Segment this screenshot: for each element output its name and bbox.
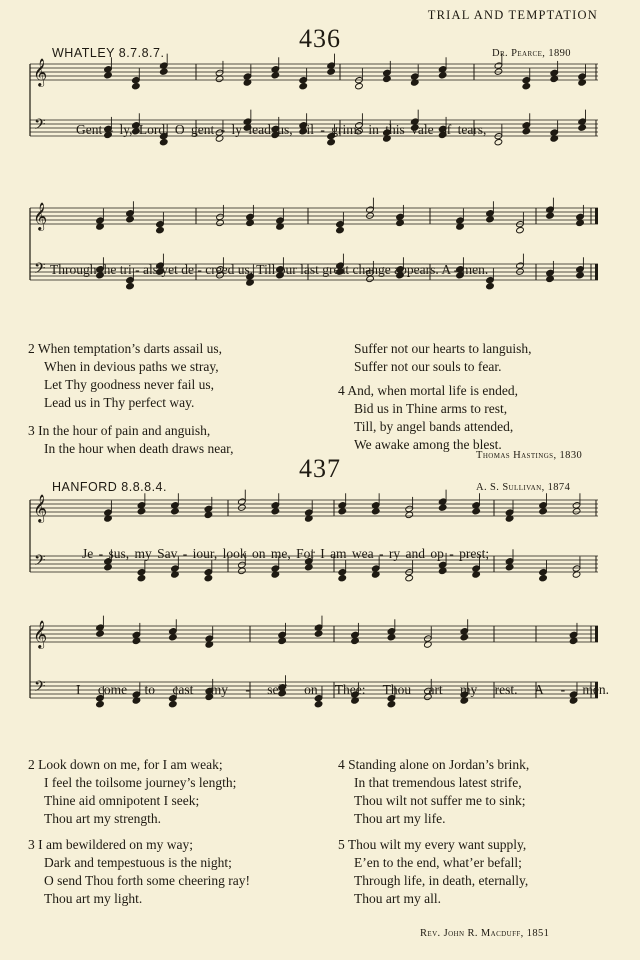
treble-note-head [126,216,135,223]
composer-credit: A. S. Sullivan, 1874 [476,482,571,493]
verse-line: Thine aid omnipotent I seek; [44,793,200,808]
verse-line: Suffer not our souls to fear. [354,359,502,374]
treble-note-head [104,72,113,79]
lyric-line: Je - sus, my Sav - iour, look on me, For I am wea - ry and op - prest; [82,546,490,561]
author-credit: Rev. John R. Macduff, 1851 [420,928,550,939]
treble-note-head [336,227,345,234]
verse-line: Bid us in Thine arms to rest, [354,401,508,416]
verse-line: Dark and tempestuous is the night; [44,855,232,870]
verse-line: Lead us in Thy perfect way. [44,395,195,410]
verse-line: 2 When temptation’s darts assail us, [28,341,222,356]
treble-note-head [546,212,555,219]
treble-note-head [472,508,481,515]
treble-note-head [314,630,323,637]
verse-column-right [338,340,531,454]
hymn-number: 436 [299,24,341,53]
section-title: TRIAL AND TEMPTATION [427,8,598,22]
treble-note-head [438,72,447,79]
verse-line: Thou art my all. [354,891,441,906]
verse-line: We awake among the blest. [354,437,502,452]
treble-note-head [327,68,336,75]
treble-note-head [387,634,396,641]
treble-note-head [299,83,308,90]
verse-line: 3 In the hour of pain and anguish, [28,423,211,438]
verse-line: In that tremendous latest strife, [354,775,522,790]
treble-note-head [371,508,380,515]
bass-note-head [160,139,169,146]
bass-note-head [405,575,414,582]
verse-line: In the hour when death draws near, [44,441,234,456]
hymn-number: 437 [299,454,341,483]
bass-note-head [305,564,314,571]
final-barline [595,264,598,280]
bass-note-head [169,701,178,708]
bass-note-head [314,701,323,708]
bass-note-head [578,124,587,131]
verse-line: When in devious paths we stray, [44,359,219,374]
verse-line: E’en to the end, what’er befall; [354,855,522,870]
treble-note-head [516,227,525,234]
bass-note-head [387,701,396,708]
final-barline [595,626,598,642]
verse-line: O send Thou forth some cheering ray! [44,873,250,888]
treble-note-head [132,83,141,90]
grand-staff-system [0,494,640,578]
verse-line: 3 I am bewildered on my way; [28,837,193,852]
bass-note-head [327,139,336,146]
treble-note-head [338,508,347,515]
treble-note-head [522,83,531,90]
verse-line: Thou art my light. [44,891,143,906]
verse-line: 2 Look down on me, for I am weak; [28,757,223,772]
verse-line: 4 Standing alone on Jordan’s brink, [338,757,530,772]
treble-note-head [572,508,581,515]
bass-note-head [505,564,514,571]
treble-clef-icon: 𝄞 [33,494,48,522]
bass-note-head [539,575,548,582]
bass-clef-icon: 𝄢 [34,116,46,137]
lyric-line: Through the tri - als yet de - creed us, Till our last great change appears. A - men. [50,262,489,277]
verse-line: I feel the toilsome journey’s length; [44,775,237,790]
treble-note-head [539,508,548,515]
treble-note-head [171,508,180,515]
treble-note-head [438,504,447,511]
treble-note-head [271,72,280,79]
verse-line: Thou art my life. [354,811,446,826]
verse-line: Through life, in death, eternally, [354,873,529,888]
bass-note-head [126,283,135,290]
lyric-line: I come to cast my - self on Thee: Thou art my rest. A - men. [76,682,610,697]
treble-note-head [271,508,280,515]
bass-note-head [204,575,213,582]
treble-clef-icon: 𝄞 [33,620,48,648]
bass-note-head [338,575,347,582]
bass-note-head [96,701,105,708]
author-credit: Thomas Hastings, 1830 [476,450,583,461]
treble-note-head [355,83,364,90]
verse-line: Let Thy goodness never fail us, [44,377,214,392]
treble-note-head [486,216,495,223]
bass-note-head [486,283,495,290]
verse-line: 4 And, when mortal life is ended, [338,383,518,398]
bass-note-head [576,272,585,279]
tune-name: HANFORD 8.8.8.4. [52,480,167,494]
verse-line: Till, by angel bands attended, [354,419,514,434]
verse-column-left [28,340,234,458]
treble-note-head [156,227,165,234]
bass-clef-icon: 𝄢 [34,552,46,573]
tune-name: WHATLEY 8.7.8.7. [52,46,165,60]
bass-clef-icon: 𝄢 [34,260,46,281]
bass-note-head [494,139,503,146]
lyric-line: Gent - ly, Lord, O gent - ly lead us, Pil - grims in this vale of tears, [76,122,487,137]
bass-note-head [104,564,113,571]
bass-clef-icon: 𝄢 [34,678,46,699]
composer-credit: Dr. Pearce, 1890 [492,48,571,59]
treble-note-head [160,68,169,75]
bass-note-head [137,575,146,582]
final-barline [595,208,598,224]
treble-note-head [96,630,105,637]
verse-line: 5 Thou wilt my every want supply, [338,837,527,852]
verse-column-right [338,756,529,908]
treble-note-head [137,508,146,515]
treble-note-head [169,634,178,641]
treble-clef-icon: 𝄞 [33,58,48,86]
bass-note-head [522,128,531,135]
treble-clef-icon: 𝄞 [33,202,48,230]
verse-line: Suffer not our hearts to languish, [354,341,532,356]
treble-note-head [460,634,469,641]
verse-column-left [28,756,250,908]
verse-line: Thou wilt not suffer me to sink; [354,793,526,808]
verse-line: Thou art my strength. [44,811,161,826]
